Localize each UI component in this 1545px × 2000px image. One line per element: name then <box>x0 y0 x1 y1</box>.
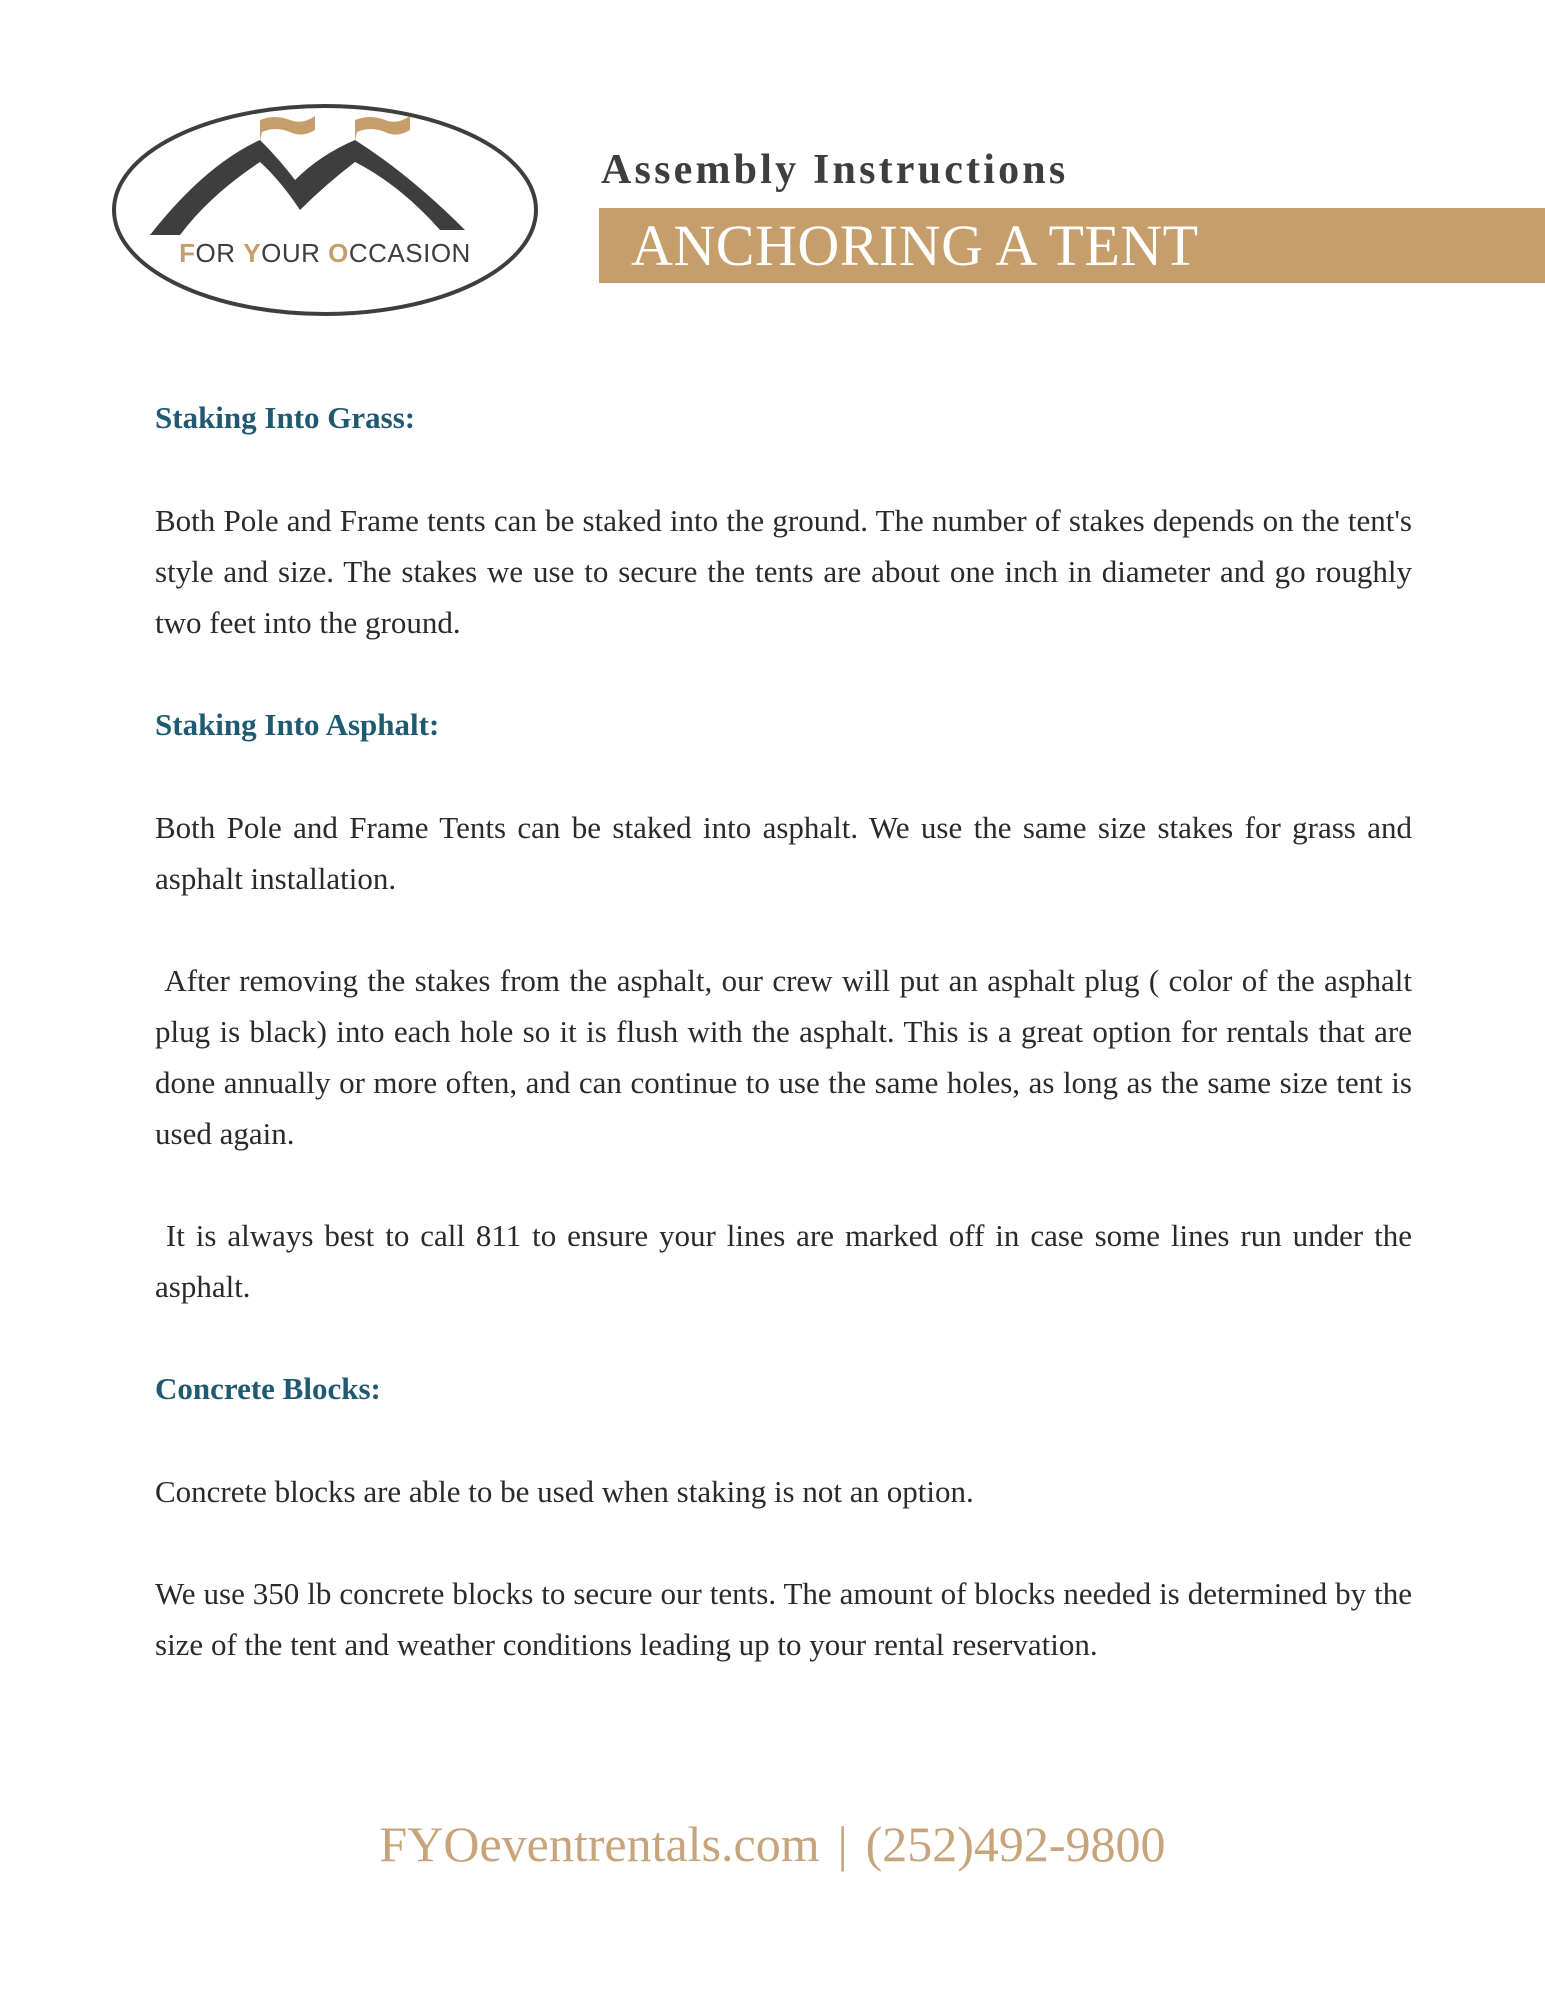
footer-contact <box>0 1815 1545 1873</box>
website-link[interactable]: FYOeventrentals.com <box>379 1816 820 1872</box>
section-heading: Staking Into Grass: <box>155 400 416 435</box>
logo-brand-text: FOR YOUR OCCASION <box>179 238 471 268</box>
section-heading: Concrete Blocks: <box>155 1371 381 1406</box>
paragraph: It is always best to call 811 to ensure your lines are marked off in case some lines run under the asphalt. <box>155 1218 1420 1304</box>
paragraph: Both Pole and Frame Tents can be staked into asphalt. We use the same size stakes for grass and asphalt installation. <box>155 810 1420 896</box>
section-staking-asphalt <box>155 699 1420 1312</box>
document-body <box>155 392 1420 1670</box>
document-kicker: Assembly Instructions <box>601 147 1069 193</box>
paragraph: We use 350 lb concrete blocks to secure our tents. The amount of blocks needed is determined by the size of the tent and weather conditions leading up to your rental reservation. <box>155 1576 1420 1662</box>
section-concrete-blocks <box>155 1363 1420 1670</box>
section-staking-grass <box>155 392 1420 648</box>
company-logo <box>110 100 540 320</box>
section-heading: Staking Into Asphalt: <box>155 707 440 742</box>
paragraph: Concrete blocks are able to be used when staking is not an option. <box>155 1474 974 1509</box>
paragraph: After removing the stakes from the asphalt, our crew will put an asphalt plug ( color of the asphalt plug is black) into each hole so it is flush with the asphalt. This is a great option for rentals that are done annually or more often, and can continue to use the same holes, as long as the same size tent is used again. <box>155 963 1420 1151</box>
footer-separator: | <box>837 1816 848 1872</box>
title-banner <box>599 208 1545 283</box>
paragraph: Both Pole and Frame tents can be staked into the ground. The number of stakes depends on the tent's style and size. The stakes we use to secure the tents are about one inch in diameter and go roughly two feet into the ground. <box>155 503 1420 640</box>
page-title: ANCHORING A TENT <box>631 213 1199 278</box>
phone-number[interactable]: (252)492-9800 <box>865 1816 1166 1872</box>
